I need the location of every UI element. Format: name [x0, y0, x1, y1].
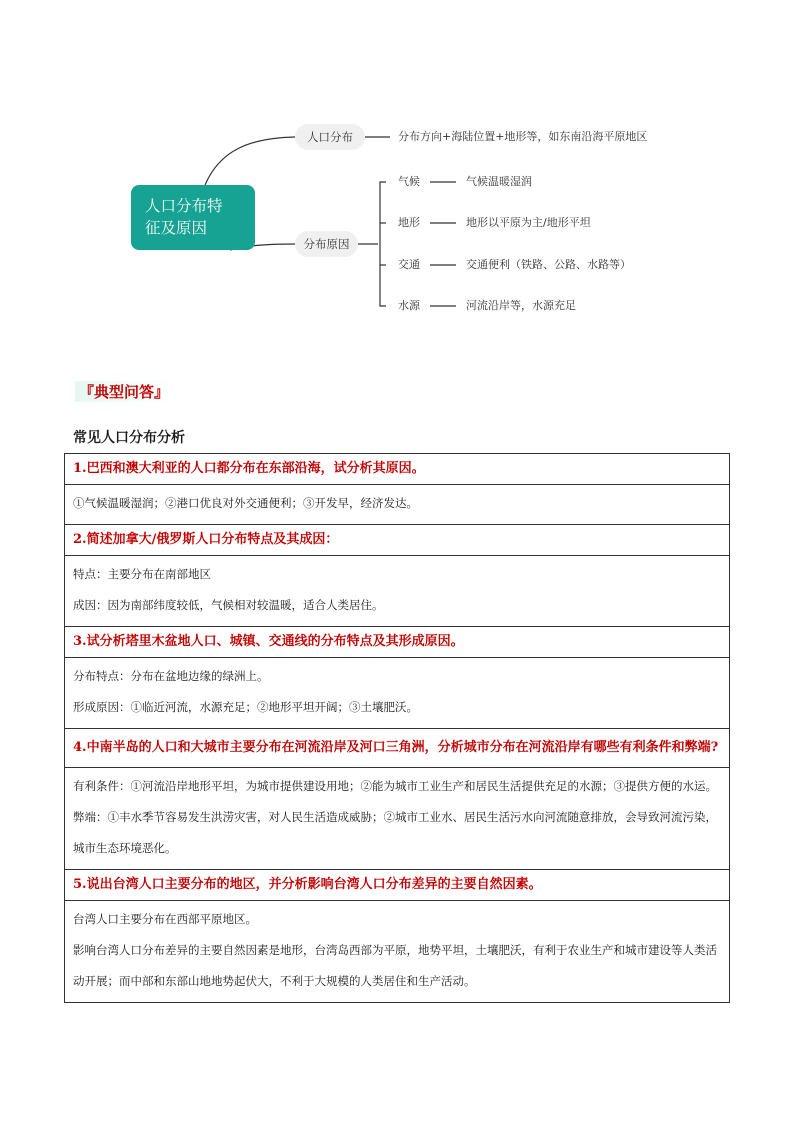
qa-table — [64, 453, 730, 1003]
answer-3 — [65, 658, 729, 729]
mind-map — [0, 0, 794, 330]
reason-transport-detail: 交通便利（铁路、公路、水路等） — [466, 258, 631, 271]
answer-3-line-1: 分布特点：分布在盆地边缘的绿洲上。 — [73, 669, 269, 683]
reason-transport-label: 交通 — [398, 258, 420, 271]
answer-4-line-2: 弊端：①丰水季节容易发生洪涝灾害，对人民生活造成威胁；②城市工业水、居民生活污水向河流随意排放，会导致河流污染，城市生态环境恶化。 — [73, 810, 717, 855]
answer-1 — [65, 485, 729, 525]
mind-map-connectors — [0, 0, 794, 330]
answer-5-line-1: 台湾人口主要分布在西部平原地区。 — [73, 912, 257, 926]
answer-4-line-1: 有利条件：①河流沿岸地形平坦，为城市提供建设用地；②能为城市工业生产和居民生活提供充足的水源；③提供方便的水运。 — [73, 779, 717, 793]
branch-distribution-detail: 分布方向+海陆位置+地形等，如东南沿海平原地区 — [398, 130, 648, 143]
reason-water-detail: 河流沿岸等，水源充足 — [466, 299, 576, 312]
question-1: 1.巴西和澳大利亚的人口都分布在东部沿海，试分析其原因。 — [65, 454, 729, 485]
answer-5 — [65, 901, 729, 1002]
reason-terrain-detail: 地形以平原为主/地形平坦 — [466, 216, 591, 229]
reason-climate-label: 气候 — [398, 175, 420, 188]
sub-title: 常见人口分布分析 — [73, 430, 185, 446]
answer-1-line-1: ①气候温暖湿润；②港口优良对外交通便利；③开发早，经济发达。 — [73, 496, 418, 510]
answer-4 — [65, 768, 729, 870]
question-4: 4.中南半岛的人口和大城市主要分布在河流沿岸及河口三角洲，分析城市分布在河流沿岸有哪些有利条件和弊端? — [65, 729, 729, 768]
section-title: 『典型问答』 — [75, 381, 173, 402]
branch-distribution-reasons: 分布原因 — [295, 231, 358, 257]
answer-2-line-2: 成因：因为南部纬度较低，气候相对较温暖，适合人类居住。 — [73, 598, 384, 612]
answer-2 — [65, 556, 729, 627]
answer-2-line-1: 特点：主要分布在南部地区 — [73, 567, 211, 581]
answer-5-line-2: 影响台湾人口分布差异的主要自然因素是地形，台湾岛西部为平原，地势平坦，土壤肥沃，有利于农业生产和城市建设等人类活动开展；而中部和东部山地地势起伏大，不利于大规模的人类居住和生产活动。 — [73, 943, 717, 988]
mind-map-root-line2: 征及原因 — [145, 219, 208, 237]
answer-3-line-2: 形成原因：①临近河流，水源充足；②地形平坦开阔；③土壤肥沃。 — [73, 700, 418, 714]
reason-climate-detail: 气候温暖湿润 — [466, 175, 532, 188]
question-3: 3.试分析塔里木盆地人口、城镇、交通线的分布特点及其形成原因。 — [65, 627, 729, 658]
mind-map-root-line1: 人口分布特 — [145, 197, 223, 215]
question-2: 2.简述加拿大/俄罗斯人口分布特点及其成因： — [65, 525, 729, 556]
question-5: 5.说出台湾人口主要分布的地区，并分析影响台湾人口分布差异的主要自然因素。 — [65, 870, 729, 901]
branch-population-distribution: 人口分布 — [295, 124, 365, 150]
reason-water-label: 水源 — [398, 299, 420, 312]
mind-map-root — [131, 185, 255, 250]
reason-terrain-label: 地形 — [398, 216, 420, 229]
